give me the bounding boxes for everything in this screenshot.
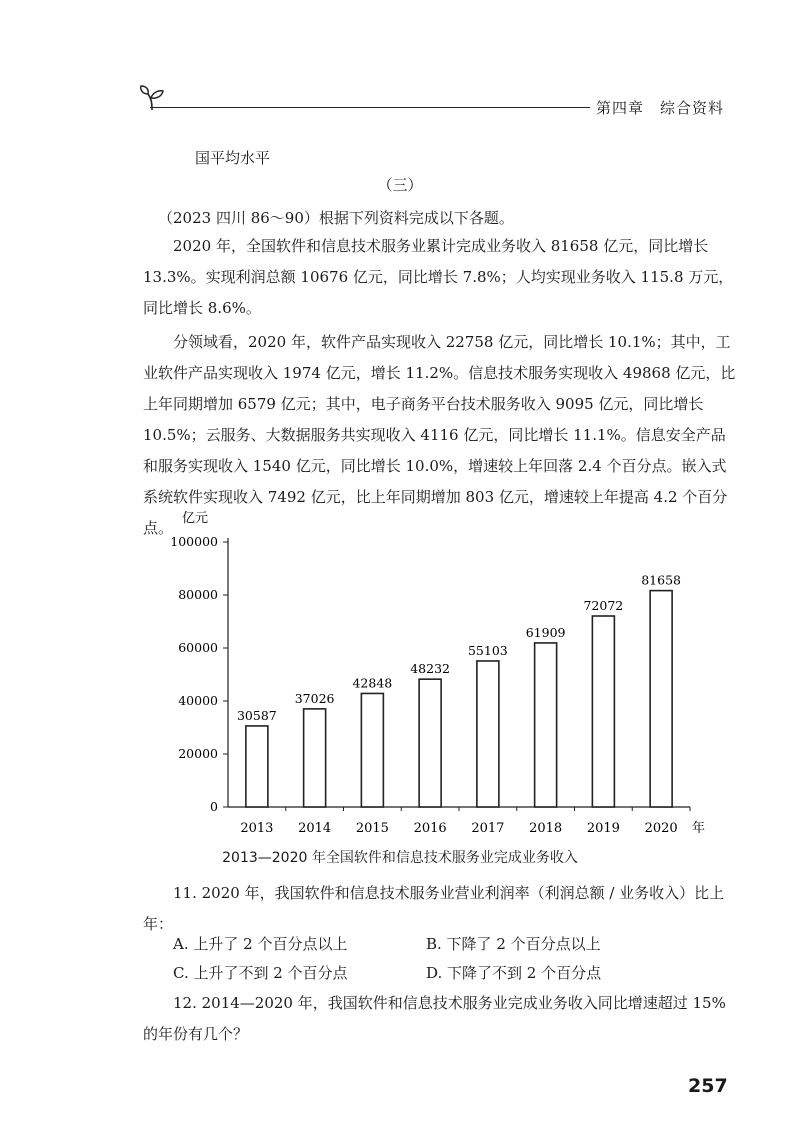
bar-2013 [246,726,268,807]
option-c[interactable]: C. 上升了不到 2 个百分点 [173,964,348,982]
y-tick-label: 40000 [178,693,218,708]
chapter-header [596,97,724,118]
bar-2016 [419,679,441,807]
x-tick-label: 2016 [413,821,447,836]
data-label-2015: 42848 [352,675,393,691]
bar-2018 [535,643,557,807]
bar-2019 [592,616,614,807]
chapter-section: 综合资料 [660,99,725,117]
option-d[interactable]: D. 下降了不到 2 个百分点 [426,964,602,982]
x-axis-unit: 年 [692,821,706,836]
x-tick-label: 2019 [586,821,620,836]
x-tick-label: 2014 [298,821,332,836]
continued-line: 国平均水平 [195,149,271,167]
data-label-2018: 61909 [525,624,566,640]
bar-2015 [361,693,383,807]
intro-line: （2023 四川 86～90）根据下列资料完成以下各题。 [158,209,514,227]
bar-2020 [650,591,672,807]
y-tick-label: 20000 [178,746,218,761]
data-label-2020: 81658 [641,572,682,588]
y-tick-label: 100000 [170,534,218,549]
header-rule [150,107,590,108]
chart-caption: 2013—2020 年全国软件和信息技术服务业完成业务收入 [222,850,578,866]
x-tick-label: 2018 [529,821,563,836]
x-tick-label: 2020 [644,821,678,836]
question-11-stem: 11. 2020 年，我国软件和信息技术服务业营业利润率（利润总额 / 业务收入）比上年： [143,884,725,933]
paragraph-1: 2020 年，全国软件和信息技术服务业累计完成业务收入 81658 亿元，同比增长 13.3%。实现利润总额 10676 亿元，同比增长 7.8%；人均实现业务收入 115.8 万元，同比增长 8.6%。 [143,237,734,317]
x-tick-label: 2017 [471,821,505,836]
x-tick-label: 2015 [355,821,389,836]
data-label-2017: 55103 [467,642,508,658]
paragraph-2: 分领域看，2020 年，软件产品实现收入 22758 亿元，同比增长 10.1%；其中，工业软件产品实现收入 1974 亿元，增长 11.2%。信息技术服务实现收入 49868 亿元，比上年同期增加 6579 亿元；其中，电子商务平台技术服务收入 9095 亿元，同比增长 10.5%；云服务、大数据服务共实现收入 4116 亿元，同比增长 11.1%。信息安全产品和服务实现收入 1540 亿元，同比增长 10.0%，增速较上年回落 2.4 个百分点。嵌入式系统软件实现收入 7492 亿元，比上年同期增加 803 亿元，增速较上年提高 4.2 个百分点。 [143,333,736,537]
section-title: （三） [377,176,423,194]
bar-2017 [477,661,499,807]
revenue-bar-chart [160,505,720,845]
data-label-2019: 72072 [583,598,624,614]
material-body [143,231,740,544]
data-label-2013: 30587 [236,707,277,723]
y-tick-label: 0 [210,799,218,814]
data-label-2014: 37026 [294,690,335,706]
bar-2014 [304,709,326,807]
question-12-stem: 12. 2014—2020 年，我国软件和信息技术服务业完成业务收入同比增速超过 15% 的年份有几个？ [143,994,726,1043]
x-tick-label: 2013 [240,821,274,836]
y-tick-label: 60000 [178,640,218,655]
data-label-2016: 48232 [410,661,451,677]
option-a[interactable]: A. 上升了 2 个百分点以上 [173,935,348,953]
y-tick-label: 80000 [178,587,218,602]
option-b[interactable]: B. 下降了 2 个百分点以上 [426,935,601,953]
y-axis-unit: 亿元 [182,511,209,526]
chapter-number: 第四章 [596,99,645,117]
page-number: 257 [688,1075,728,1097]
